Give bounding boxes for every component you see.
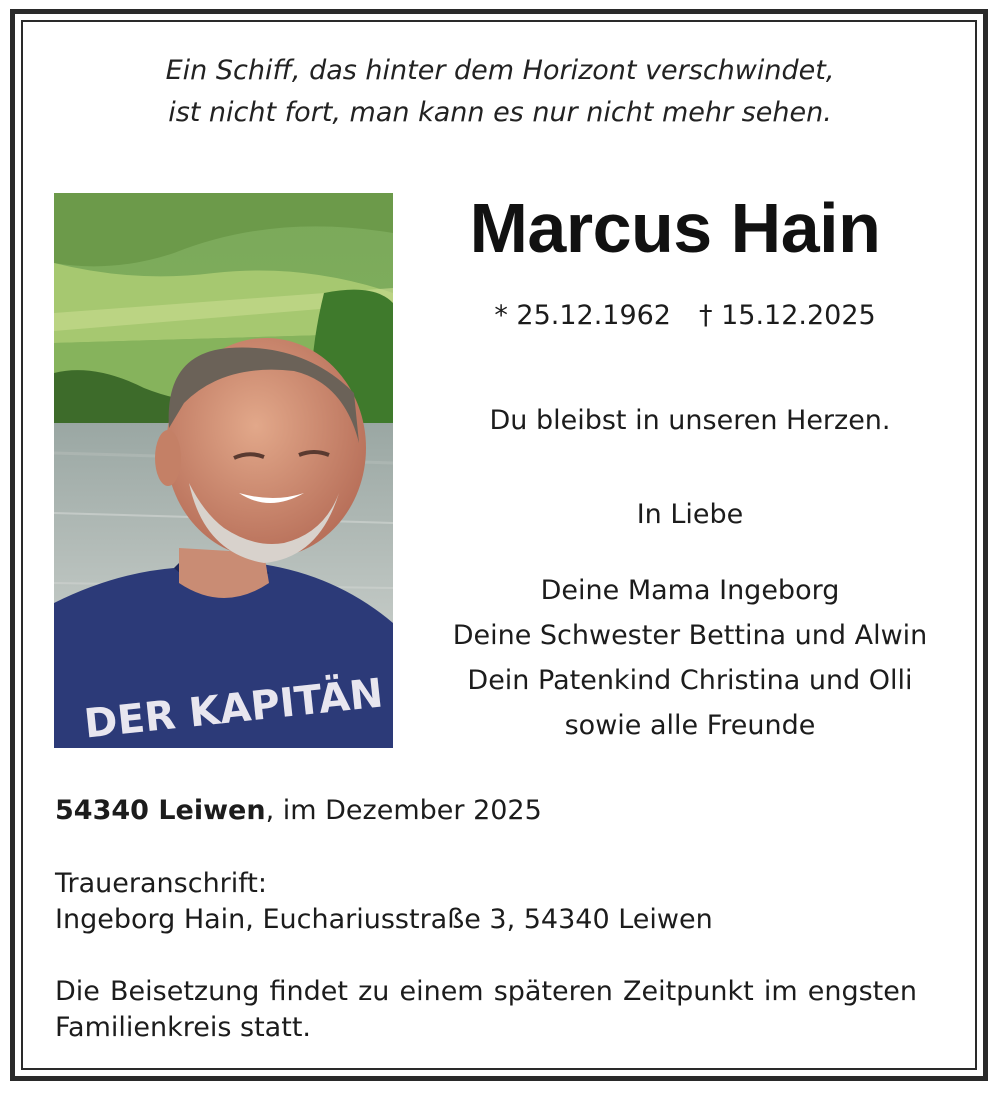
quote-line-2: ist nicht fort, man kann es nur nicht mehr sehen. — [168, 97, 832, 128]
mourning-address — [55, 866, 935, 938]
date-text: , im Dezember 2025 — [265, 795, 542, 826]
portrait-photo — [54, 193, 393, 748]
deceased-name: Marcus Hain — [469, 189, 881, 267]
address-line: Ingeborg Hain, Euchariusstraße 3, 54340 Leiwen — [55, 904, 713, 935]
signer-line: sowie alle Freunde — [564, 710, 816, 741]
place-and-date — [55, 793, 935, 829]
signer-line: Deine Mama Ingeborg — [540, 575, 840, 606]
signers — [410, 568, 970, 748]
quote — [0, 50, 1000, 134]
life-dates — [410, 298, 960, 334]
death-date: † 15.12.2025 — [699, 300, 876, 331]
address-label: Traueranschrift: — [55, 868, 267, 899]
svg-text:DER KAPITÄN: DER KAPITÄN — [82, 670, 386, 748]
signer-line: Dein Patenkind Christina und Olli — [467, 665, 913, 696]
motto: Du bleibst in unseren Herzen. — [489, 405, 891, 436]
birth-date: * 25.12.1962 — [494, 300, 671, 331]
quote-line-1: Ein Schiff, das hinter dem Horizont verschwindet, — [165, 55, 835, 86]
place-name: 54340 Leiwen — [55, 795, 266, 826]
closing-phrase: In Liebe — [636, 499, 744, 530]
signer-line: Deine Schwester Bettina und Alwin — [452, 620, 928, 651]
funeral-note: Die Beisetzung findet zu einem späteren Zeitpunkt im engsten Familienkreis statt. — [55, 976, 917, 1043]
